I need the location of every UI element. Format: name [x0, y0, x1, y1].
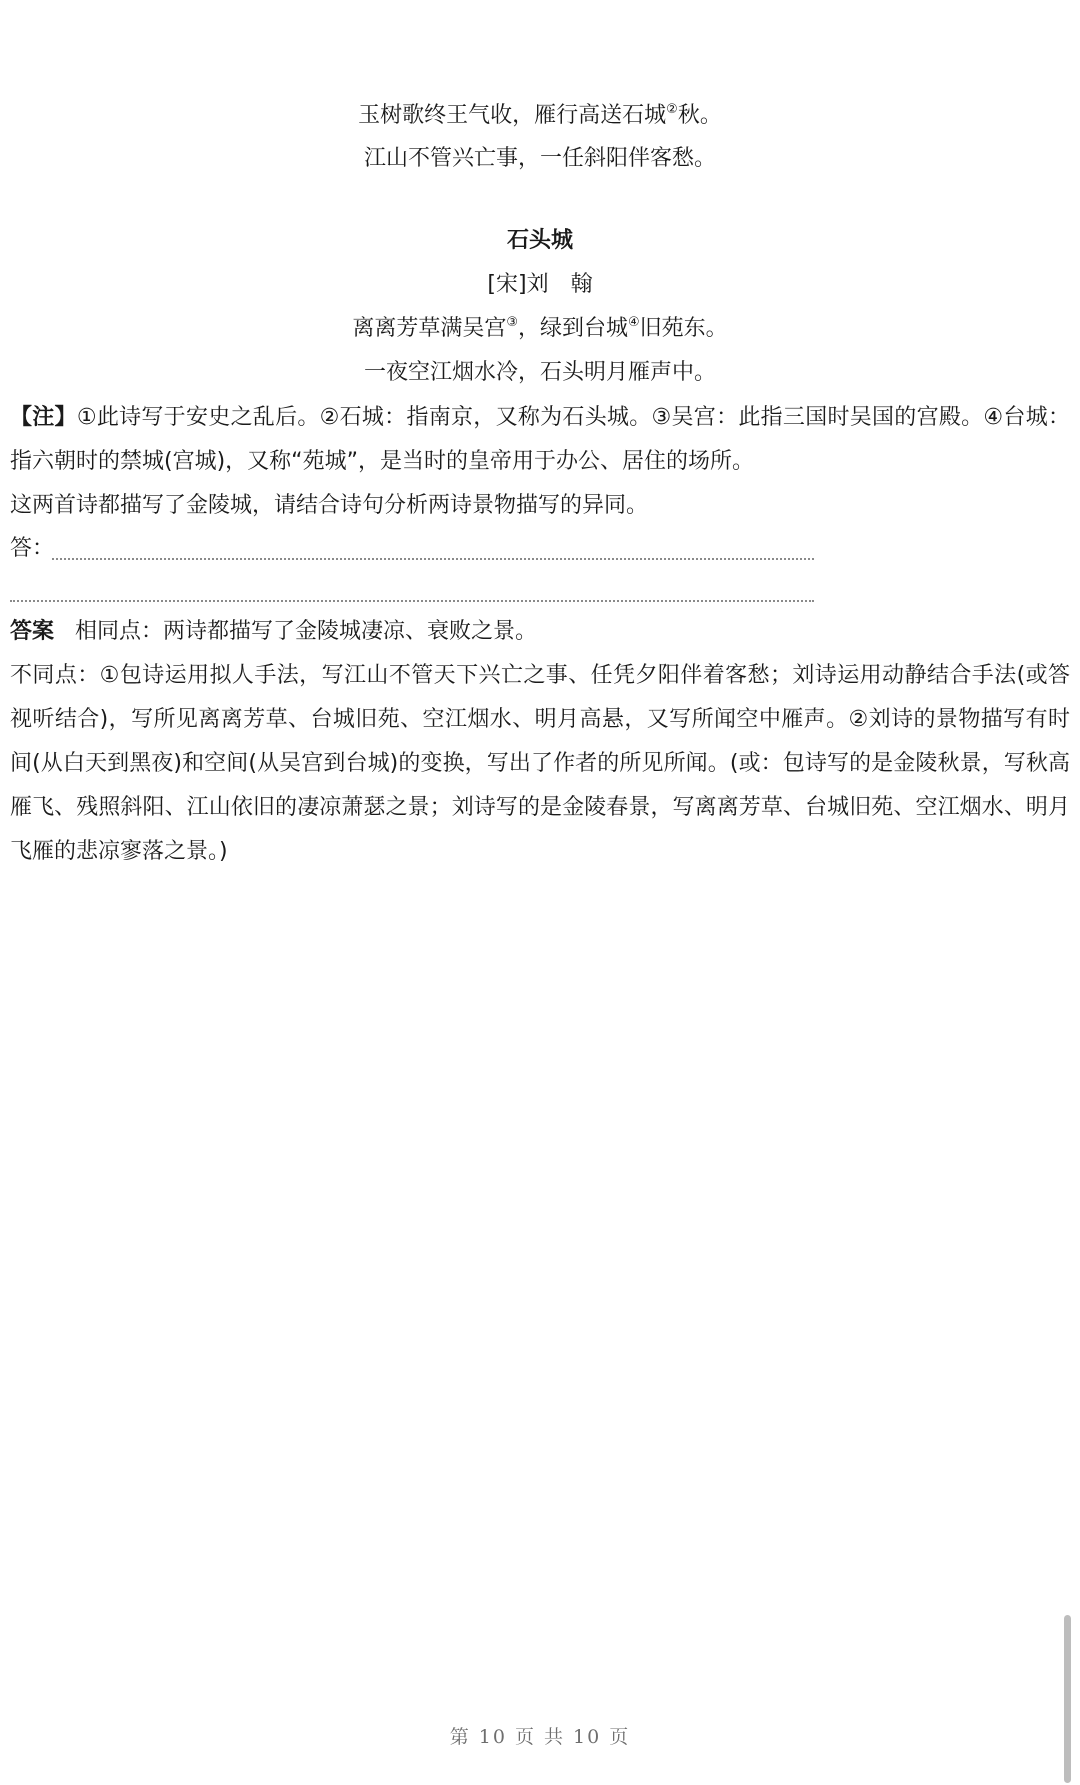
answer-label: 答案	[10, 619, 55, 644]
poem1-line1-text-a: 玉树歌终王气收，雁行高送石城	[358, 103, 667, 128]
scrollbar-thumb[interactable]	[1064, 1615, 1071, 1783]
notes-label: 【注】	[10, 405, 77, 430]
answer-prompt: 答：	[10, 536, 55, 561]
answer-different-paragraph: 不同点：①包诗运用拟人手法，写江山不管天下兴亡之事、任凭夕阳伴着客愁；刘诗运用动静结合手法(或答视听结合)，写所见离离芳草、台城旧苑、空江烟水、明月高悬，又写所闻空中雁声。②刘诗的景物描写有时间(从白天到黑夜)和空间(从吴宫到台城)的变换，写出了作者的所见所闻。(或：包诗写的是金陵秋景，写秋高雁飞、残照斜阳、江山依旧的凄凉萧瑟之景；刘诗写的是金陵春景，写离离芳草、台城旧苑、空江烟水、明月飞雁的悲凉寥落之景。)	[10, 663, 1070, 864]
answer-dotted-line-2	[10, 600, 814, 602]
notes-paragraph	[10, 396, 1070, 484]
poem1-line2: 江山不管兴亡事，一任斜阳伴客愁。	[363, 146, 716, 171]
poem2-line1-text-a: 离离芳草满吴宫	[352, 316, 507, 341]
answer-same-paragraph	[10, 610, 1070, 654]
poem1-line1-text-b: 秋。	[677, 103, 722, 128]
poem2-line2: 一夜空江烟水冷，石头明月雁声中。	[363, 360, 716, 385]
poem2-line1-text-c: 旧苑东。	[639, 316, 728, 341]
answer-same-text: 相同点：两诗都描写了金陵城凄凉、衰败之景。	[75, 619, 538, 644]
notes-text: ①此诗写于安史之乱后。②石城：指南京，又称为石头城。③吴宫：此指三国时吴国的宫殿。④台城：指六朝时的禁城(宫城)，又称“苑城”，是当时的皇帝用于办公、居住的场所。	[10, 405, 1070, 474]
poem2-line1-text-b: ，绿到台城	[517, 316, 628, 341]
poem1-line1	[0, 101, 1080, 131]
poem2-title: 石头城	[506, 228, 573, 253]
poem2-line1	[0, 314, 1080, 344]
footnote-mark-4: ④	[628, 315, 640, 330]
footnote-mark-2: ②	[666, 102, 678, 117]
question-text: 这两首诗都描写了金陵城，请结合诗句分析两诗景物描写的异同。	[10, 493, 649, 518]
footnote-mark-3: ③	[506, 315, 518, 330]
poem2-author: [宋]刘 翰	[487, 272, 593, 297]
answer-dotted-line-1	[52, 558, 814, 560]
page-footer: 第 10 页 共 10 页	[449, 1726, 631, 1748]
